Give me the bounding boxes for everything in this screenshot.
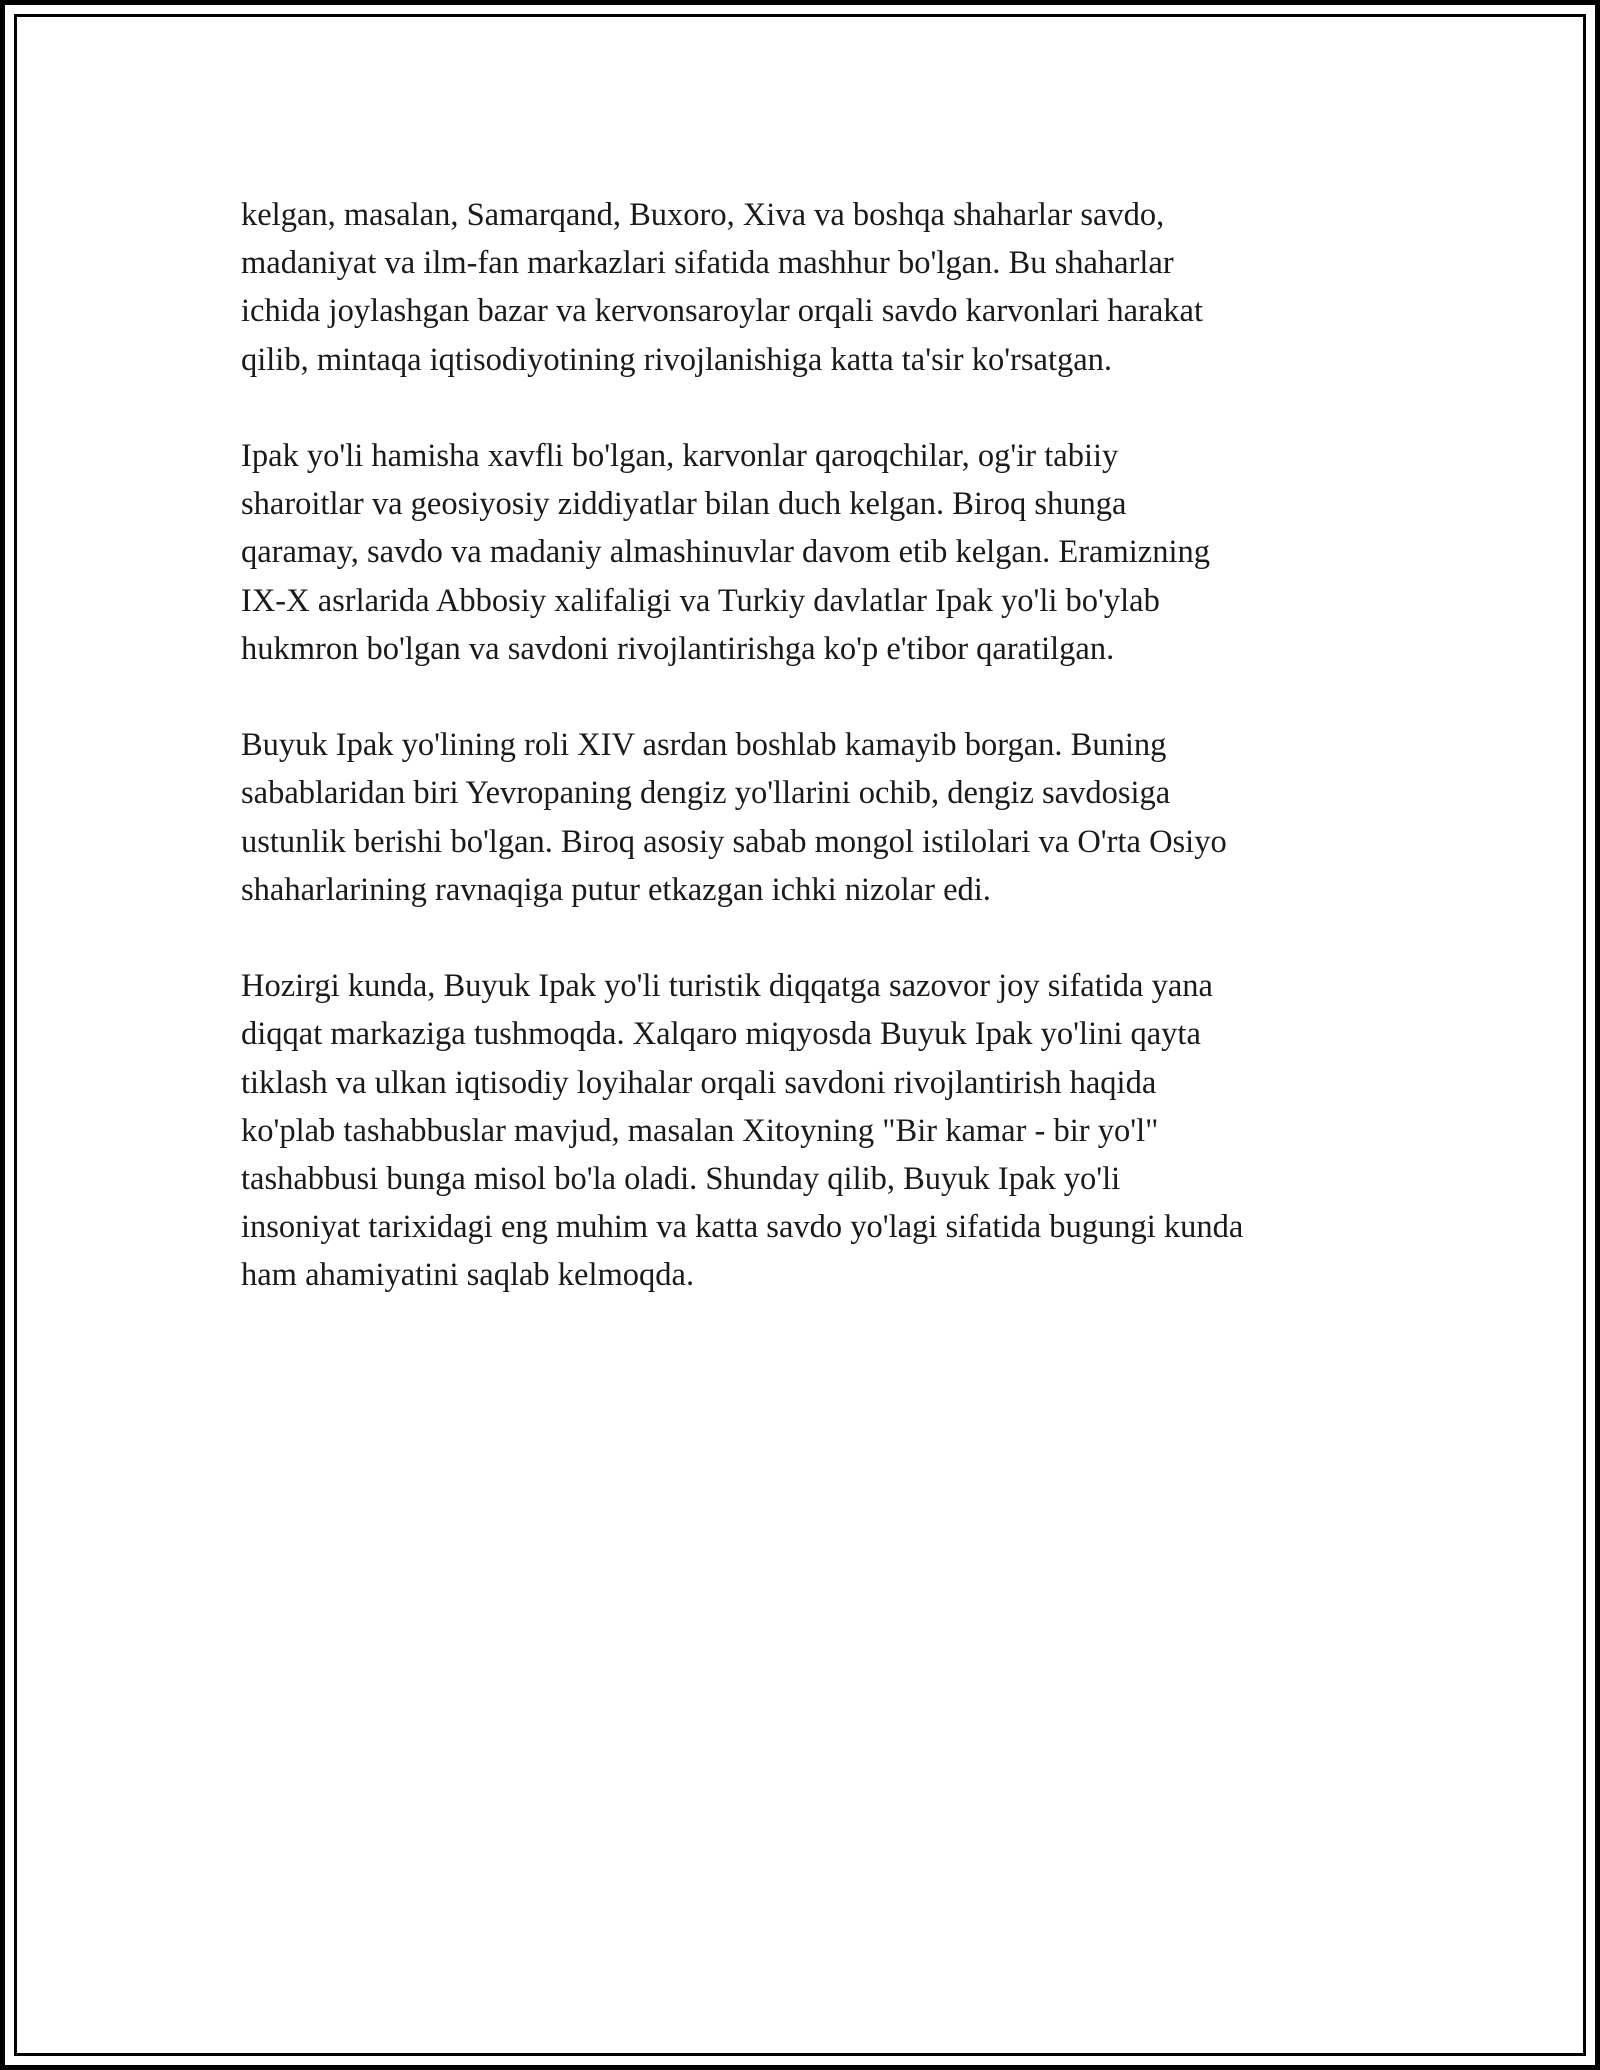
text-line: insoniyat tarixidagi eng muhim va katta savdo yo'lagi sifatida bugungi kunda <box>241 1209 1244 1246</box>
text-line: ustunlik berishi bo'lgan. Biroq asosiy sabab mongol istilolari va O'rta Osiyo <box>241 823 1227 860</box>
text-line: Hozirgi kunda, Buyuk Ipak yo'li turistik diqqatga sazovor joy sifatida yana <box>241 968 1213 1005</box>
paragraph-1 <box>241 191 1391 384</box>
text-line: ichida joylashgan bazar va kervonsaroylar orqali savdo karvonlari harakat <box>241 293 1203 330</box>
text-line: Buyuk Ipak yo'lining roli XIV asrdan boshlab kamayib borgan. Buning <box>241 727 1167 764</box>
text-line: diqqat markaziga tushmoqda. Xalqaro miqyosda Buyuk Ipak yo'lini qayta <box>241 1016 1201 1053</box>
text-line: hukmron bo'lgan va savdoni rivojlantirishga ko'p e'tibor qaratilgan. <box>241 630 1115 667</box>
text-line: IX-X asrlarida Abbosiy xalifaligi va Turkiy davlatlar Ipak yo'li bo'ylab <box>241 582 1160 619</box>
text-line: tiklash va ulkan iqtisodiy loyihalar orqali savdoni rivojlantirish haqida <box>241 1064 1157 1101</box>
text-line: qaramay, savdo va madaniy almashinuvlar davom etib kelgan. Eramizning <box>241 534 1210 571</box>
text-line: shaharlarining ravnaqiga putur etkazgan ichki nizolar edi. <box>241 871 991 908</box>
paragraph-3 <box>241 721 1391 914</box>
paragraph-2 <box>241 432 1391 673</box>
text-line: madaniyat va ilm-fan markazlari sifatida mashhur bo'lgan. Bu shaharlar <box>241 245 1174 282</box>
text-line: sharoitlar va geosiyosiy ziddiyatlar bilan duch kelgan. Biroq shunga <box>241 486 1127 523</box>
text-line: sabablaridan biri Yevropaning dengiz yo'llarini ochib, dengiz savdosiga <box>241 775 1171 812</box>
paragraph-4 <box>241 962 1391 1299</box>
text-line: kelgan, masalan, Samarqand, Buxoro, Xiva va boshqa shaharlar savdo, <box>241 197 1165 233</box>
text-line: tashabbusi bunga misol bo'la oladi. Shunday qilib, Buyuk Ipak yo'li <box>241 1161 1121 1198</box>
document-body <box>241 191 1391 1348</box>
text-line: Ipak yo'li hamisha xavfli bo'lgan, karvonlar qaroqchilar, og'ir tabiiy <box>241 438 1119 474</box>
text-line: ham ahamiyatini saqlab kelmoqda. <box>241 1257 695 1294</box>
text-line: qilib, mintaqa iqtisodiyotining rivojlanishiga katta ta'sir ko'rsatgan. <box>241 341 1113 378</box>
text-line: ko'plab tashabbuslar mavjud, masalan Xitoyning "Bir kamar - bir yo'l" <box>241 1112 1159 1149</box>
